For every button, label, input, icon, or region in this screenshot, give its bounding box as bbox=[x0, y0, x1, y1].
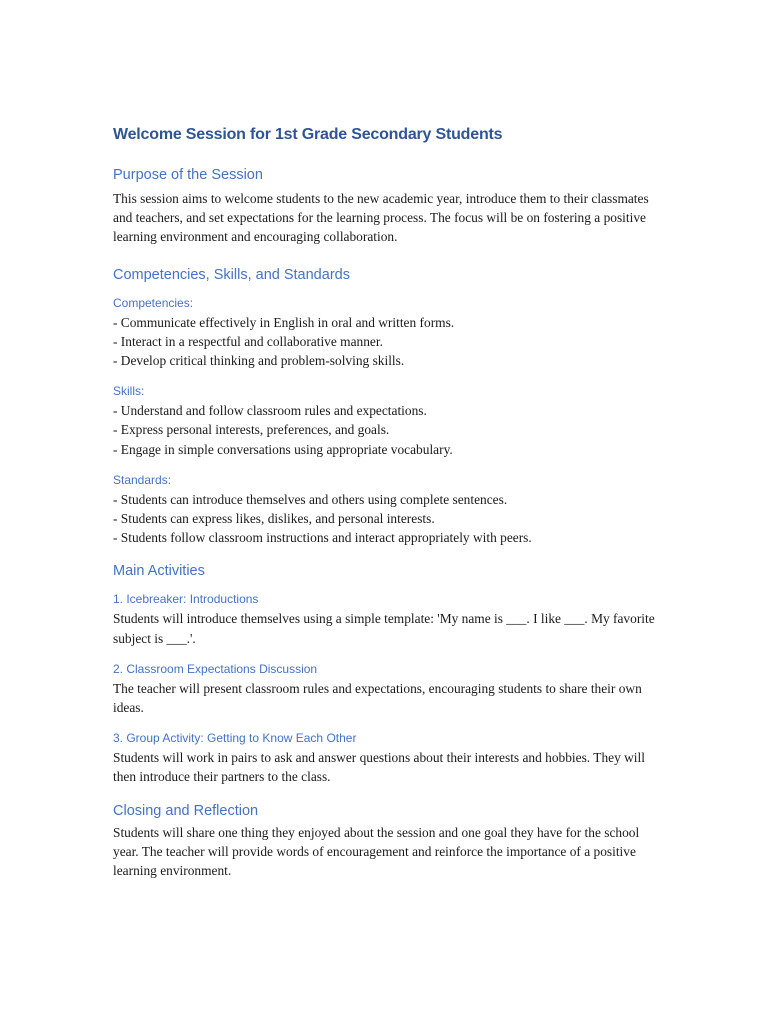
activity-item bbox=[113, 590, 658, 647]
competencies-section-heading: Competencies, Skills, and Standards bbox=[113, 266, 350, 283]
activity-text: The teacher will present classroom rules and expectations, encouraging students to share their own ideas. bbox=[113, 680, 642, 716]
activity-text: Students will introduce themselves using a simple template: 'My name is ___. I like ___. My favorite subject is ___.'. bbox=[113, 611, 655, 646]
standards-list bbox=[113, 490, 658, 548]
skills-list bbox=[113, 401, 658, 459]
closing-heading: Closing and Reflection bbox=[113, 802, 259, 819]
activity-heading: 3. Group Activity: Getting to Know Each Other bbox=[113, 731, 357, 746]
list-item: - Students follow classroom instructions and interact appropriately with peers. bbox=[113, 530, 532, 546]
activity-item bbox=[113, 660, 658, 717]
closing-section bbox=[113, 801, 658, 881]
list-item: - Develop critical thinking and problem-solving skills. bbox=[113, 353, 405, 369]
competencies-list bbox=[113, 313, 658, 371]
standards-heading: Standards: bbox=[113, 472, 172, 487]
skills-subsection bbox=[113, 382, 658, 459]
document-page bbox=[113, 124, 658, 898]
activity-text: Students will work in pairs to ask and answer questions about their interests and hobbies. They will then introduce their partners to the class. bbox=[113, 750, 645, 785]
competencies-subsection bbox=[113, 294, 658, 371]
activity-item bbox=[113, 729, 658, 786]
activity-heading: 1. Icebreaker: Introductions bbox=[113, 592, 259, 607]
main-activities-heading: Main Activities bbox=[113, 563, 205, 580]
list-item: - Students can express likes, dislikes, and personal interests. bbox=[113, 511, 435, 527]
document-title: Welcome Session for 1st Grade Secondary Students bbox=[113, 126, 503, 143]
standards-subsection bbox=[113, 471, 658, 548]
purpose-heading: Purpose of the Session bbox=[113, 167, 263, 183]
purpose-section bbox=[113, 165, 658, 247]
skills-heading: Skills: bbox=[113, 384, 145, 399]
list-item: - Communicate effectively in English in oral and written forms. bbox=[113, 314, 455, 330]
list-item: - Interact in a respectful and collaborative manner. bbox=[113, 333, 383, 349]
competencies-heading: Competencies: bbox=[113, 295, 194, 310]
closing-text: Students will share one thing they enjoyed about the session and one goal they have for the school year. The teacher will provide words of encouragement and reinforce the importance of a positive learning environment. bbox=[113, 824, 640, 879]
list-item: - Express personal interests, preferences, and goals. bbox=[113, 422, 390, 438]
competencies-section bbox=[113, 265, 658, 548]
list-item: - Understand and follow classroom rules and expectations. bbox=[113, 403, 427, 419]
activity-heading: 2. Classroom Expectations Discussion bbox=[113, 661, 318, 676]
purpose-text: This session aims to welcome students to the new academic year, introduce them to their classmates and teachers, and set expectations for the learning process. The focus will be on fostering a positive learning environment and encouraging collaboration. bbox=[113, 191, 649, 245]
list-item: - Engage in simple conversations using appropriate vocabulary. bbox=[113, 441, 453, 457]
list-item: - Students can introduce themselves and others using complete sentences. bbox=[113, 491, 508, 507]
main-activities-section bbox=[113, 561, 658, 786]
